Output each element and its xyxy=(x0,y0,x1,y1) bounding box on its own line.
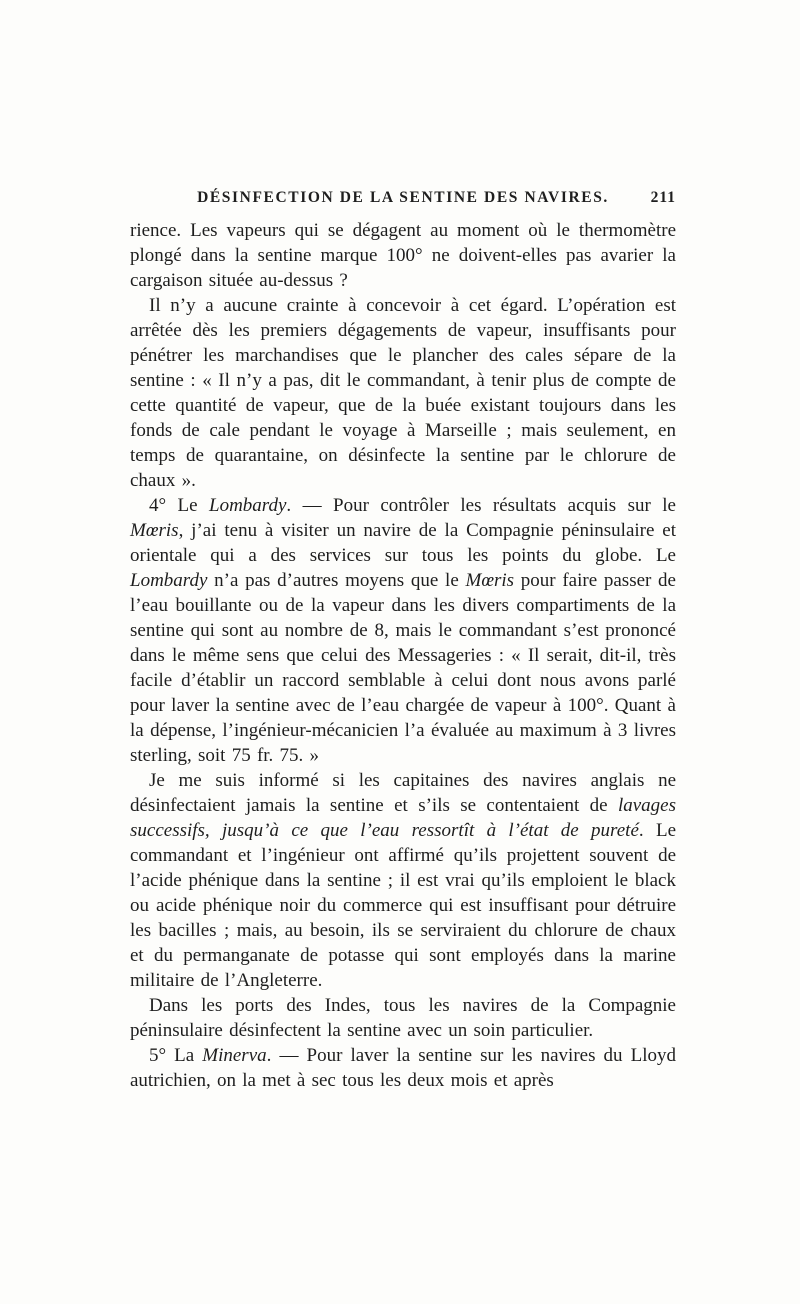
page-body xyxy=(130,218,676,1093)
paragraph xyxy=(130,218,676,293)
page-header-title: DÉSINFECTION DE LA SENTINE DES NAVIRES. xyxy=(197,189,609,206)
paragraph xyxy=(130,993,676,1043)
italic-text-run: lavages successifs, jusqu’à ce que l’eau ressortît à l’état de pureté xyxy=(130,795,676,841)
running-header xyxy=(130,188,676,208)
italic-text-run: Mœris xyxy=(465,570,515,591)
text-run: Dans les ports des Indes, tous les navires de la Compagnie péninsulaire désinfectent la sentine avec un soin particulier. xyxy=(130,995,676,1041)
text-run: rience. Les vapeurs qui se dégagent au moment où le thermomètre plongé dans la sentine marque 100° ne doivent-elles pas avarier la cargaison située au-dessus ? xyxy=(130,220,676,291)
text-run: . Le commandant et l’ingénieur ont affirmé qu’ils projettent souvent de l’acide phénique dans la sentine ; il est vrai qu’ils emploient le black ou acide phénique noir du commerce qui est insuffisant pour détruire les bacilles ; mais, au besoin, ils se serviraient du chlorure de chaux et du permanganate de potasse qui sont employés dans la marine militaire de l’Angleterre. xyxy=(130,820,676,991)
text-column xyxy=(130,188,676,1093)
paragraph xyxy=(130,293,676,493)
text-run: , j’ai tenu à visiter un navire de la Compagnie péninsulaire et orientale qui a des services sur tous les points du globe. Le xyxy=(130,520,676,566)
italic-text-run: Lombardy xyxy=(209,495,287,516)
text-run: Il n’y a aucune crainte à concevoir à cet égard. L’opération est arrêtée dès les premiers dégagements de vapeur, insuffisants pour pénétrer les marchandises que le plancher des cales sépare de la sentine : « Il n’y a pas, dit le commandant, à tenir plus de compte de cette quantité de vapeur, que de la buée existant toujours dans les fonds de cale pendant le voyage à Marseille ; mais seulement, en temps de quarantaine, on désinfecte la sentine par le chlorure de chaux ». xyxy=(130,295,676,491)
text-run: 4° Le xyxy=(149,495,209,516)
page-number: 211 xyxy=(650,189,676,206)
text-run: pour faire passer de l’eau bouillante ou de la vapeur dans les divers compartiments de la sentine qui sont au nombre de 8, mais le commandant s’est prononcé dans le même sens que celui des Messageries : « Il serait, dit-il, très facile d’établir un raccord semblable à celui dont nous avons parlé pour laver la sentine avec de l’eau chargée de vapeur à 100°. Quant à la dépense, l’ingénieur-mécanicien l’a évaluée au maximum à 3 livres sterling, soit 75 fr. 75. » xyxy=(130,570,676,766)
italic-text-run: Mœris xyxy=(130,520,179,541)
paragraph xyxy=(130,493,676,768)
text-run: n’a pas d’autres moyens que le xyxy=(207,570,466,591)
italic-text-run: Minerva xyxy=(202,1045,267,1066)
text-run: . — Pour laver la sentine sur les navires du Lloyd autrichien, on la met à sec tous les deux mois et après xyxy=(130,1045,676,1091)
text-run: 5° La xyxy=(149,1045,203,1066)
paragraph xyxy=(130,1043,676,1093)
text-run: . — Pour contrôler les résultats acquis sur le xyxy=(286,495,676,516)
paragraph xyxy=(130,768,676,993)
italic-text-run: Lombardy xyxy=(130,570,208,591)
text-run: Je me suis informé si les capitaines des navires anglais ne désinfectaient jamais la sentine et s’ils se contentaient de xyxy=(130,770,676,816)
